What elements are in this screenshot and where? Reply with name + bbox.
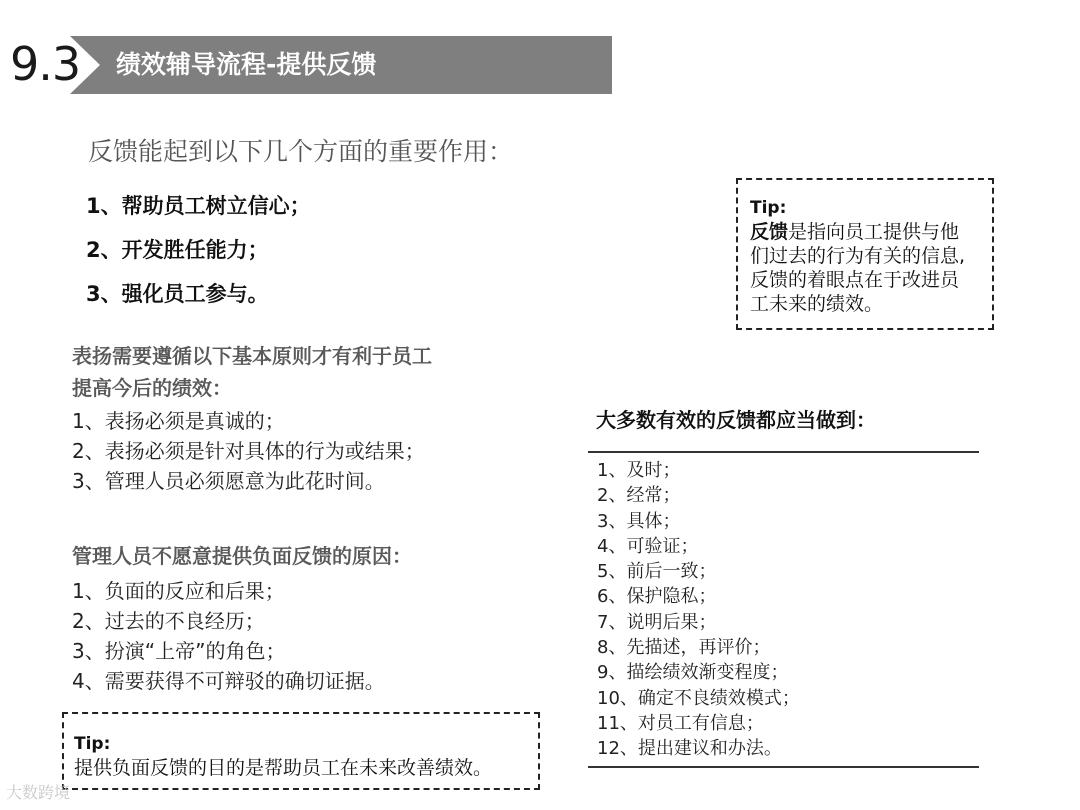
tip-line: 们过去的行为有关的信息, bbox=[750, 245, 966, 267]
list-item: 2、开发胜任能力； bbox=[86, 238, 269, 262]
section-heading: 管理人员不愿意提供负面反馈的原因： bbox=[72, 544, 412, 568]
divider bbox=[588, 766, 979, 768]
tip-line: 反馈的着眼点在于改进员 bbox=[750, 269, 960, 291]
list-item: 3、管理人员必须愿意为此花时间。 bbox=[72, 469, 385, 493]
list-item: 12、提出建议和办法。 bbox=[597, 738, 782, 760]
list-item: 11、对员工有信息； bbox=[597, 712, 764, 734]
tip-text: 提供负面反馈的目的是帮助员工在未来改善绩效。 bbox=[74, 757, 493, 779]
page-title: 绩效辅导流程-提供反馈 bbox=[116, 50, 377, 79]
list-item: 1、负面的反应和后果； bbox=[72, 579, 285, 603]
list-item: 10、确定不良绩效模式； bbox=[597, 687, 800, 709]
intro-text: 反馈能起到以下几个方面的重要作用： bbox=[88, 137, 514, 166]
divider bbox=[588, 451, 979, 453]
list-item: 5、前后一致； bbox=[597, 561, 717, 583]
section-heading: 表扬需要遵循以下基本原则才有利于员工 bbox=[72, 344, 432, 368]
negative-section bbox=[72, 540, 412, 696]
list-item: 1、表扬必须是真诚的； bbox=[72, 409, 285, 433]
tip-line: 工未来的绩效。 bbox=[750, 293, 884, 315]
list-item: 1、帮助员工树立信心； bbox=[86, 194, 311, 218]
tip-label: Tip: bbox=[74, 734, 111, 754]
list-item: 4、可验证； bbox=[597, 535, 699, 557]
section-heading: 提高今后的绩效： bbox=[72, 376, 232, 400]
list-item: 2、表扬必须是针对具体的行为或结果； bbox=[72, 439, 425, 463]
list-item: 2、过去的不良经历； bbox=[72, 609, 265, 633]
list-item: 3、具体； bbox=[597, 510, 681, 532]
tip-bold-term: 反馈 bbox=[750, 221, 789, 243]
list-item: 8、先描述，再评价； bbox=[597, 637, 771, 659]
list-item: 1、及时； bbox=[597, 460, 681, 481]
list-item: 7、说明后果； bbox=[597, 611, 717, 633]
list-item: 9、描绘绩效渐变程度； bbox=[597, 662, 789, 684]
list-item: 3、强化员工参与。 bbox=[86, 282, 269, 306]
effective-heading: 大多数有效的反馈都应当做到： bbox=[596, 408, 876, 432]
list-item: 4、需要获得不可辩驳的确切证据。 bbox=[72, 669, 385, 693]
praise-section bbox=[72, 340, 432, 496]
tip-line: 是指向员工提供与他 bbox=[788, 221, 960, 243]
list-item: 6、保护隐私； bbox=[597, 586, 717, 608]
roles-list bbox=[86, 188, 311, 320]
tip-box-definition bbox=[736, 178, 994, 330]
tip-text bbox=[750, 220, 992, 244]
list-item: 2、经常； bbox=[597, 485, 681, 507]
list-item: 3、扮演“上帝”的角色； bbox=[72, 639, 286, 663]
tip-box-negative bbox=[62, 712, 540, 790]
watermark: 大数跨境 bbox=[6, 783, 71, 802]
section-number: 9.3 bbox=[10, 37, 81, 91]
tip-label: Tip: bbox=[750, 198, 787, 218]
effective-list bbox=[597, 458, 800, 762]
